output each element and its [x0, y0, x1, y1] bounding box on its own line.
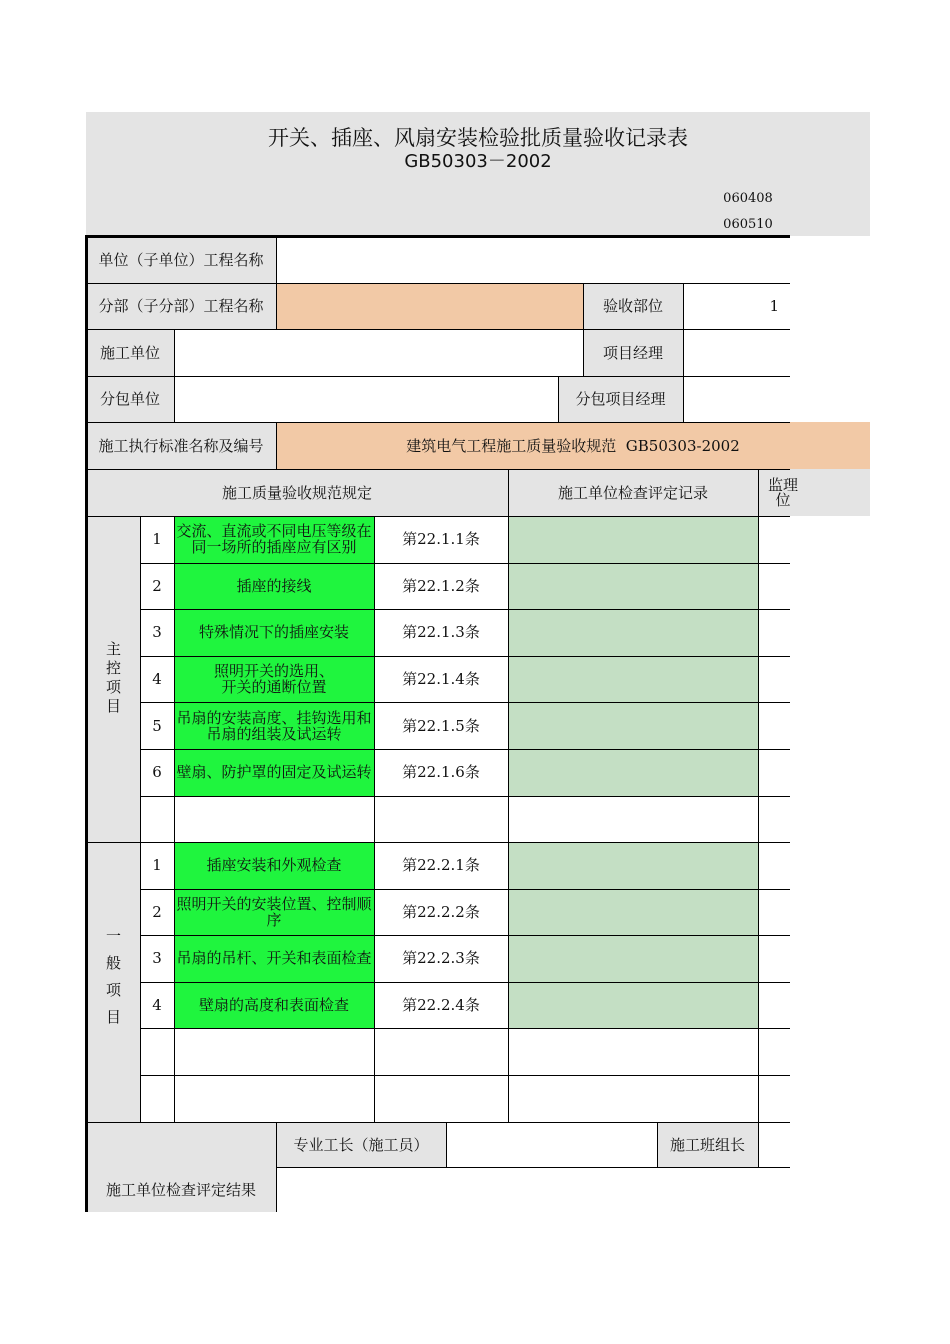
contractor-field[interactable]	[174, 329, 583, 376]
grid-line	[174, 329, 175, 376]
main-empty-row[interactable]	[140, 796, 758, 843]
foreman-field[interactable]	[446, 1122, 657, 1167]
main-item-text: 壁扇、防护罩的固定及试运转	[176, 763, 372, 782]
main-record-cell[interactable]	[508, 517, 758, 563]
main-row-number: 5	[152, 716, 162, 735]
grid-line	[140, 1028, 790, 1029]
main-row-number: 3	[152, 623, 162, 642]
sub-project-manager-label: 分包项目经理	[575, 390, 666, 408]
grid-line	[140, 935, 790, 936]
grid-line	[683, 283, 684, 329]
main-clause: 第22.1.2条	[402, 576, 480, 595]
main-clause: 第22.1.6条	[402, 763, 480, 782]
grid-line	[583, 283, 584, 329]
grid-line	[508, 469, 509, 516]
general-items-label: 一般项目	[104, 928, 122, 1036]
grid-line	[86, 283, 790, 284]
grid-line	[374, 516, 375, 1122]
main-clause: 第22.1.4条	[402, 670, 480, 689]
unit-project-field[interactable]	[276, 237, 790, 283]
grid-line	[657, 1122, 658, 1167]
general-empty-row[interactable]	[140, 1075, 758, 1122]
col-header-supervisor: 监理 位	[767, 475, 798, 509]
general-record-cell[interactable]	[508, 890, 758, 936]
col-header-record: 施工单位检查评定记录	[557, 483, 708, 502]
general-item-text: 插座安装和外观检查	[206, 856, 342, 875]
grid-line	[758, 1122, 759, 1167]
grid-line	[758, 469, 759, 516]
grid-line	[140, 516, 141, 1122]
general-clause: 第22.2.1条	[402, 856, 480, 875]
main-clause: 第22.1.3条	[402, 623, 480, 642]
main-item-text: 交流、直流或不同电压等级在同一场所的插座应有区别	[176, 522, 372, 557]
grid-line	[276, 1122, 277, 1212]
general-row-number: 4	[152, 996, 162, 1015]
grid-line	[140, 796, 790, 797]
result-label: 施工单位检查评定结果	[105, 1180, 256, 1199]
grid-line	[446, 1122, 447, 1167]
general-record-cell[interactable]	[508, 983, 758, 1029]
team-leader-label: 施工班组长	[669, 1135, 745, 1154]
sub-project-manager-field[interactable]	[683, 376, 790, 422]
grid-line	[140, 609, 790, 610]
grid-line	[140, 982, 790, 983]
contractor-label: 施工单位	[99, 343, 160, 362]
col-header-spec: 施工质量验收规范规定	[221, 483, 372, 502]
foreman-label: 专业工长（施工员）	[293, 1135, 429, 1154]
grid-line	[583, 329, 584, 376]
result-field[interactable]	[276, 1167, 790, 1212]
team-leader-field[interactable]	[758, 1122, 790, 1167]
page-title: 开关、插座、风扇安装检验批质量验收记录表	[268, 126, 688, 150]
main-items-label: 主控项目	[104, 641, 122, 717]
grid-line	[140, 656, 790, 657]
form-code-2: 060510	[723, 217, 773, 232]
general-row-number: 3	[152, 949, 162, 968]
grid-line	[683, 329, 684, 376]
general-empty-row[interactable]	[140, 1028, 758, 1075]
grid-line	[508, 516, 509, 1122]
grid-line	[140, 1075, 790, 1076]
grid-line	[683, 376, 684, 422]
grid-line	[86, 329, 790, 330]
main-row-number: 4	[152, 670, 162, 689]
subcontractor-label: 分包单位	[99, 390, 160, 408]
general-clause: 第22.2.3条	[402, 949, 480, 968]
general-record-cell[interactable]	[508, 936, 758, 982]
main-record-cell[interactable]	[508, 750, 758, 796]
grid-line	[140, 889, 790, 890]
form-code-1: 060408	[723, 191, 773, 206]
general-item-text: 壁扇的高度和表面检查	[198, 996, 349, 1015]
table-left-border	[85, 235, 88, 1212]
grid-line	[276, 1167, 790, 1168]
grid-line	[758, 516, 759, 1122]
grid-line	[276, 237, 277, 283]
general-item-text: 照明开关的安装位置、控制顺序	[176, 894, 372, 929]
main-clause: 第22.1.5条	[402, 716, 480, 735]
table-top-border	[86, 235, 790, 238]
main-clause: 第22.1.1条	[402, 530, 480, 549]
main-item-text: 插座的接线	[236, 576, 312, 595]
grid-line	[174, 376, 175, 422]
general-clause: 第22.2.2条	[402, 902, 480, 921]
grid-line	[276, 422, 277, 469]
accept-part-value[interactable]: 1	[769, 297, 779, 315]
main-row-number: 2	[152, 576, 162, 595]
project-manager-field[interactable]	[683, 329, 790, 376]
exec-standard-label: 施工执行标准名称及编号	[98, 436, 264, 455]
grid-line	[86, 842, 790, 843]
grid-line	[86, 1122, 790, 1123]
general-item-text: 吊扇的吊杆、开关和表面检查	[176, 949, 372, 968]
sub-project-value-field[interactable]	[276, 283, 583, 329]
grid-line	[86, 376, 790, 377]
grid-line	[140, 702, 790, 703]
main-record-cell[interactable]	[508, 564, 758, 610]
general-row-number: 1	[152, 856, 162, 875]
general-row-number: 2	[152, 902, 162, 921]
grid-line	[558, 376, 559, 422]
main-item-text: 照明开关的选用、 开关的通断位置	[213, 662, 334, 697]
sub-project-label: 分部（子分部）工程名称	[98, 297, 264, 315]
main-record-cell[interactable]	[508, 610, 758, 656]
main-record-cell[interactable]	[508, 703, 758, 749]
subcontractor-field[interactable]	[174, 376, 558, 422]
standard-code: GB50303－2002	[404, 151, 552, 172]
main-row-number: 6	[152, 763, 162, 782]
main-record-cell[interactable]	[508, 657, 758, 703]
grid-line	[276, 283, 277, 329]
project-manager-label: 项目经理	[602, 343, 663, 362]
grid-line	[86, 516, 790, 517]
general-clause: 第22.2.4条	[402, 996, 480, 1015]
grid-line	[86, 469, 790, 470]
grid-line	[140, 563, 790, 564]
accept-part-label: 验收部位	[602, 297, 663, 315]
grid-line	[174, 516, 175, 1122]
grid-line	[140, 749, 790, 750]
general-record-cell[interactable]	[508, 843, 758, 889]
exec-standard-value: 建筑电气工程施工质量验收规范 GB50303-2002	[406, 436, 740, 455]
main-item-text: 吊扇的安装高度、挂钩选用和吊扇的组装及试运转	[176, 708, 372, 743]
grid-line	[86, 422, 790, 423]
main-item-text: 特殊情况下的插座安装	[198, 623, 349, 642]
main-row-number: 1	[152, 530, 162, 549]
unit-project-label: 单位（子单位）工程名称	[98, 251, 264, 269]
